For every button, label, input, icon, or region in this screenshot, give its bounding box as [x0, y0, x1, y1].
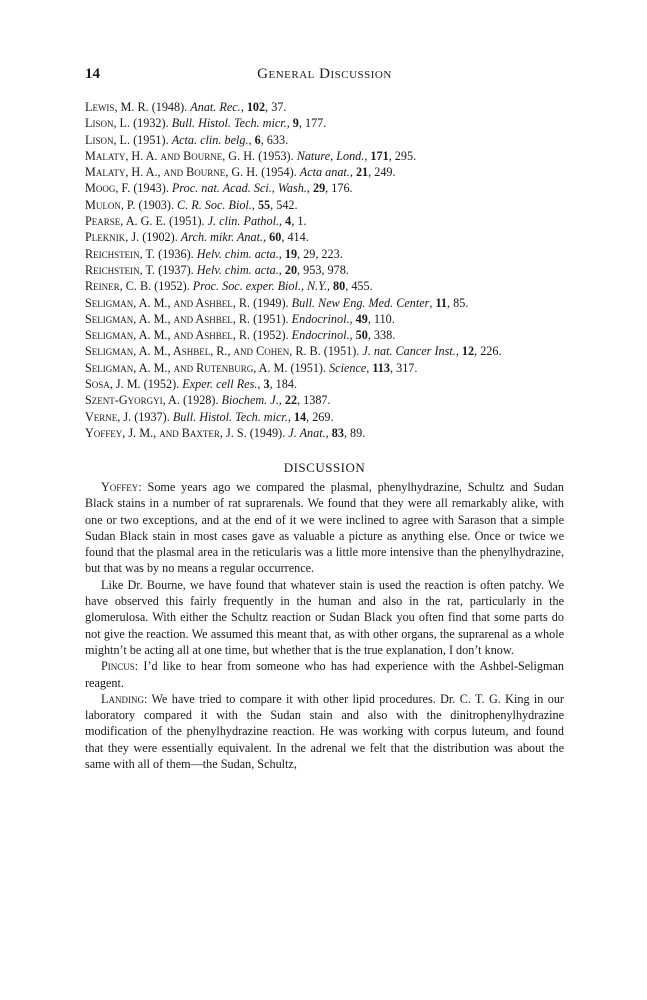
reference-year: (1951).: [169, 214, 205, 229]
reference-author: Lison, L.: [85, 116, 131, 131]
reference-year: (1951).: [253, 311, 289, 326]
reference-author: Sosa, J. M.: [85, 377, 141, 392]
reference-journal: Proc. nat. Acad. Sci., Wash.: [171, 181, 307, 196]
reference-volume: 55: [257, 197, 271, 212]
reference-pages: , 37.: [265, 100, 287, 114]
reference-year: (1902).: [142, 230, 178, 245]
reference-author: Seligman, A. M., Ashbel, R., and Cohen, R. B.: [85, 344, 321, 359]
reference-volume: 50: [355, 328, 368, 343]
reference-volume: 22: [284, 393, 298, 408]
reference-pages: , 295.: [388, 148, 417, 163]
running-head: General Discussion: [257, 66, 392, 82]
reference-pages: , 269.: [306, 409, 334, 424]
reference-author: Lison, L.: [85, 132, 131, 147]
paragraph-text: Some years ago we compared the plasmal, phenylhydrazine, Schultz and Sudan Black stains in a number of rat suprarenals. We found that they were all remarkably alike, with one or two exceptions, and at the end of it we were inclined to agree with Sarason that a simple Sudan Black stain in most cases gave as valuable a picture as anything else. Once or twice we found that the plasmal area in the reticularis was a little more intensive than the phenylhydrazine, but that was by no means a regular occurrence.: [85, 480, 564, 576]
reference-author: Verne, J.: [85, 409, 132, 424]
discussion-body: [85, 479, 564, 772]
reference-author: Yoffey, J. M., and Baxter, J. S.: [85, 425, 247, 440]
reference-journal: Bull. Histol. Tech. micr.: [171, 116, 287, 131]
page-header: [85, 66, 564, 86]
reference-volume: 60: [269, 230, 282, 245]
discussion-paragraph: [85, 577, 564, 658]
speaker-name: Pincus:: [101, 659, 139, 674]
reference-volume: 4: [285, 214, 292, 229]
reference-volume: 49: [355, 311, 368, 326]
reference-author: Moog, F.: [85, 181, 131, 196]
reference-author: Seligman, A. M., and Ashbel, R.: [85, 328, 251, 343]
reference-entry: Pleknik, J. (1902). Arch. mikr. Anat., 60, 414.: [85, 230, 309, 245]
reference-volume: 12: [461, 344, 475, 359]
reference-pages: , 29, 223.: [297, 246, 343, 261]
reference-entry: Malaty, H. A. and Bourne, G. H. (1953). Nature, Lond., 171, 295.: [85, 148, 417, 163]
reference-entry: Lison, L. (1951). Acta. clin. belg., 6, 633.: [85, 132, 289, 147]
reference-entry: Seligman, A. M., and Rutenburg, A. M. (1951). Science, 113, 317.: [85, 360, 418, 375]
reference-entry: Seligman, A. M., and Ashbel, R. (1952). Endocrinol., 50, 338.: [85, 328, 396, 343]
reference-author: Lewis, M. R.: [85, 100, 149, 114]
reference-author: Malaty, H. A., and Bourne, G. H.: [85, 165, 259, 180]
discussion-paragraph: [85, 479, 564, 577]
reference-pages: , 85.: [447, 295, 469, 310]
reference-pages: , 455.: [345, 279, 373, 294]
reference-year: (1953).: [258, 148, 294, 163]
reference-journal: Acta anat.: [299, 165, 350, 180]
reference-entry: Malaty, H. A., and Bourne, G. H. (1954). Acta anat., 21, 249.: [85, 165, 396, 180]
reference-entry: Pearse, A. G. E. (1951). J. clin. Pathol., 4, 1.: [85, 214, 307, 229]
reference-author: Reichstein, T.: [85, 262, 156, 277]
reference-entry: Sosa, J. M. (1952). Exper. cell Res., 3, 184.: [85, 377, 297, 392]
reference-volume: 3: [263, 377, 270, 392]
discussion-paragraph: [85, 658, 564, 691]
reference-pages: , 249.: [368, 165, 396, 180]
reference-author: Mulon, P.: [85, 197, 136, 212]
reference-journal: Arch. mikr. Anat.: [180, 230, 264, 245]
reference-journal: J. Anat.: [288, 425, 326, 440]
reference-pages: , 1.: [291, 214, 307, 229]
discussion-paragraph: [85, 691, 564, 772]
reference-year: (1952).: [154, 279, 190, 294]
reference-pages: , 184.: [269, 377, 297, 392]
reference-journal: C. R. Soc. Biol.: [177, 197, 252, 212]
reference-entry: Yoffey, J. M., and Baxter, J. S. (1949). J. Anat., 83, 89.: [85, 425, 366, 440]
reference-year: (1948).: [151, 100, 188, 114]
reference-volume: 83: [331, 425, 344, 440]
reference-journal: Endocrinol.: [291, 328, 350, 343]
reference-entry: Lewis, M. R. (1948). Anat. Rec., 102, 37.: [85, 100, 287, 114]
reference-volume: 21: [355, 165, 369, 180]
reference-author: Szent-Gyorgyi, A.: [85, 393, 180, 408]
reference-entry: Szent-Gyorgyi, A. (1928). Biochem. J., 22, 1387.: [85, 393, 331, 408]
reference-entry: Seligman, A. M., and Ashbel, R. (1951). Endocrinol., 49, 110.: [85, 311, 395, 326]
reference-year: (1951).: [133, 132, 169, 147]
reference-journal: Bull. Histol. Tech. micr.: [172, 409, 288, 424]
reference-journal: Science: [329, 360, 367, 375]
reference-year: (1936).: [158, 246, 194, 261]
reference-journal: Nature, Lond.: [296, 148, 365, 163]
reference-entry: Reiner, C. B. (1952). Proc. Soc. exper. Biol., N.Y., 80, 455.: [85, 279, 373, 294]
reference-volume: 6: [254, 132, 261, 147]
reference-year: (1932).: [133, 116, 169, 131]
reference-pages: , 89.: [343, 425, 366, 440]
reference-year: (1903).: [138, 197, 174, 212]
reference-year: (1937).: [134, 409, 170, 424]
reference-journal: Anat. Rec.: [190, 100, 241, 114]
reference-pages: , 542.: [270, 197, 298, 212]
reference-entry: Reichstein, T. (1936). Helv. chim. acta., 19, 29, 223.: [85, 246, 343, 261]
reference-entry: Lison, L. (1932). Bull. Histol. Tech. micr., 9, 177.: [85, 116, 327, 131]
reference-pages: , 1387.: [297, 393, 331, 408]
reference-pages: , 317.: [390, 360, 418, 375]
reference-author: Pearse, A. G. E.: [85, 214, 166, 229]
reference-journal: J. nat. Cancer Inst.: [362, 344, 456, 359]
reference-year: (1949).: [253, 295, 289, 310]
speaker-name: Landing:: [101, 691, 148, 706]
reference-pages: , 633.: [260, 132, 289, 147]
paragraph-text: We have tried to compare it with other lipid procedures. Dr. C. T. G. King in our laboratory compared it with the Sudan stain and also with the dinitrophenylhydrazine modification of the phenylhydrazine reaction. He was working with corpus luteum, and found that they were essentially equivalent. In the adrenal we felt that the distribution was about the same with all of them—the Sudan, Schultz,: [85, 691, 564, 772]
reference-volume: 171: [370, 148, 389, 163]
reference-volume: 14: [293, 409, 307, 424]
reference-journal: Endocrinol.: [291, 311, 350, 326]
reference-pages: , 176.: [325, 181, 353, 196]
reference-entry: Moog, F. (1943). Proc. nat. Acad. Sci., Wash., 29, 176.: [85, 181, 353, 196]
reference-entry: Verne, J. (1937). Bull. Histol. Tech. micr., 14, 269.: [85, 409, 334, 424]
reference-journal: Bull. New Eng. Med. Center: [291, 295, 430, 310]
reference-year: (1952).: [253, 328, 289, 343]
reference-year: (1937).: [158, 262, 194, 277]
reference-volume: 102: [246, 100, 266, 114]
reference-volume: 80: [333, 279, 346, 294]
reference-year: (1954).: [261, 165, 297, 180]
reference-pages: , 226.: [474, 344, 502, 359]
page-number: 14: [85, 66, 100, 82]
reference-volume: 19: [284, 246, 298, 261]
reference-journal: Helv. chim. acta.: [196, 246, 279, 261]
reference-volume: 9: [292, 116, 299, 131]
speaker-name: Yoffey:: [101, 480, 142, 494]
reference-entry: Mulon, P. (1903). C. R. Soc. Biol., 55, 542.: [85, 197, 298, 212]
reference-year: (1952).: [143, 377, 180, 392]
reference-author: Malaty, H. A. and Bourne, G. H.: [85, 148, 256, 163]
reference-year: (1928).: [182, 393, 219, 408]
reference-year: (1943).: [133, 181, 169, 196]
reference-journal: Exper. cell Res.: [182, 377, 258, 392]
reference-volume: 113: [372, 360, 390, 375]
reference-pages: , 110.: [367, 311, 395, 326]
reference-author: Seligman, A. M., and Ashbel, R.: [85, 295, 251, 310]
reference-entry: Seligman, A. M., Ashbel, R., and Cohen, R. B. (1951). J. nat. Cancer Inst., 12, 226.: [85, 344, 502, 359]
reference-volume: 29: [312, 181, 326, 196]
reference-volume: 11: [435, 295, 448, 310]
reference-journal: Helv. chim. acta.: [196, 262, 279, 277]
reference-entry: Seligman, A. M., and Ashbel, R. (1949). Bull. New Eng. Med. Center, 11, 85.: [85, 295, 469, 310]
reference-author: Reiner, C. B.: [85, 279, 152, 294]
paragraph-text: Like Dr. Bourne, we have found that whatever stain is used the reaction is often patchy. We have observed this fairly frequently in the human and also in the rat, particularly in the glomerulosa. With either the Schultz reaction or Sudan Black you often find that some parts do not give the reaction. We assumed this meant that, as with other organs, the suprarenal as a whole mightn’t be acting all at one time, but whether that is the true explanation, I don’t know.: [85, 577, 564, 657]
reference-journal: Biochem. J.: [221, 393, 279, 408]
reference-entry: Reichstein, T. (1937). Helv. chim. acta., 20, 953, 978.: [85, 262, 349, 277]
reference-author: Reichstein, T.: [85, 246, 156, 261]
reference-pages: , 414.: [281, 230, 309, 245]
reference-volume: 20: [284, 262, 298, 277]
paragraph-text: I’d like to hear from someone who has had experience with the Ashbel-Seligman reagent.: [85, 659, 564, 690]
reference-journal: Acta. clin. belg.: [171, 132, 249, 147]
reference-author: Seligman, A. M., and Ashbel, R.: [85, 311, 251, 326]
reference-author: Seligman, A. M., and Rutenburg, A. M.: [85, 360, 288, 375]
reference-author: Pleknik, J.: [85, 230, 140, 245]
discussion-title: DISCUSSION: [283, 460, 366, 475]
reference-pages: , 338.: [367, 328, 396, 343]
reference-journal: J. clin. Pathol.: [207, 214, 280, 229]
reference-year: (1951).: [323, 344, 360, 359]
reference-year: (1949).: [249, 425, 286, 440]
reference-pages: , 177.: [298, 116, 327, 131]
reference-pages: , 953, 978.: [297, 262, 349, 277]
reference-year: (1951).: [290, 360, 327, 375]
reference-list: [85, 99, 564, 441]
reference-journal: Proc. Soc. exper. Biol., N.Y.: [192, 279, 327, 294]
